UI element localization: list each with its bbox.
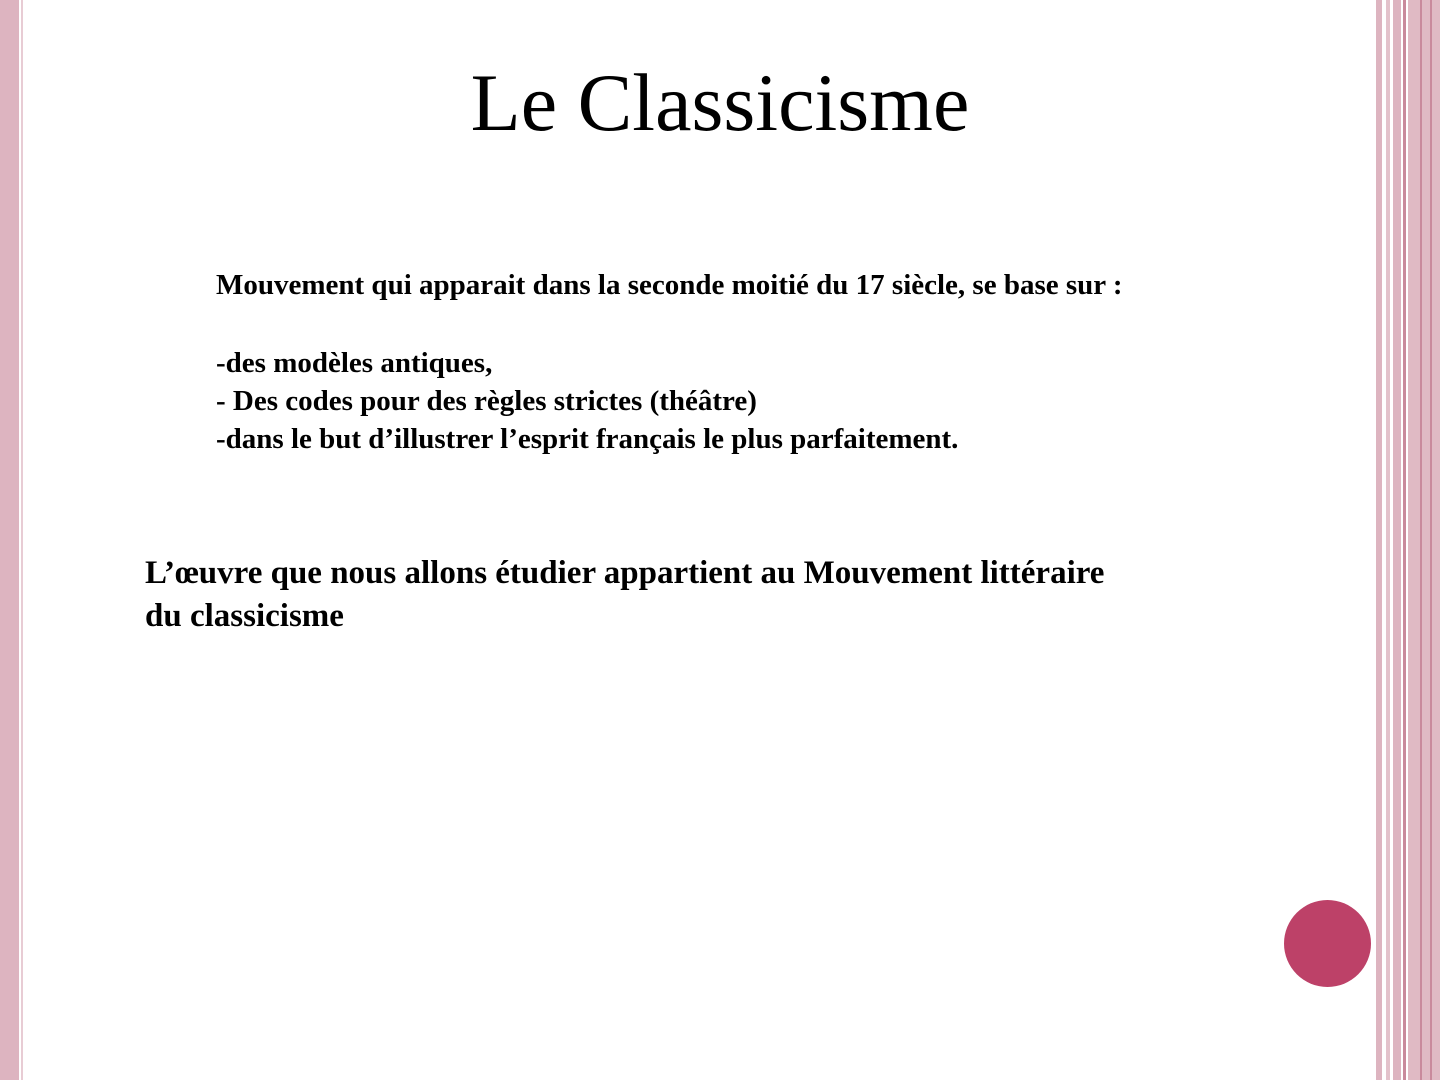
right-border-stripe	[1376, 0, 1382, 1080]
right-border-stripe	[1430, 0, 1432, 1080]
left-border-decoration	[0, 0, 19, 1080]
left-border-line	[21, 0, 23, 1080]
conclusion-text	[145, 552, 1245, 638]
intro-text: Mouvement qui apparait dans la seconde moitié du 17 siècle, se base sur :	[216, 269, 1123, 301]
list-item: -des modèles antiques,	[216, 347, 493, 379]
conclusion-line-1: L’œuvre que nous allons étudier appartient au Mouvement littéraire	[145, 555, 1105, 591]
list-item: -dans le but d’illustrer l’esprit français le plus parfaitement.	[216, 423, 959, 455]
right-border-stripe	[1420, 0, 1422, 1080]
points-list	[216, 344, 1336, 458]
conclusion-line-2: du classicisme	[145, 598, 344, 634]
right-border-stripe	[1386, 0, 1390, 1080]
right-border-stripe	[1403, 0, 1406, 1080]
right-border-stripe	[1408, 0, 1440, 1080]
list-item: - Des codes pour des règles strictes (théâtre)	[216, 385, 757, 417]
right-border-stripe	[1393, 0, 1401, 1080]
decorative-circle-icon	[1284, 900, 1371, 987]
slide-title: Le Classicisme	[470, 57, 970, 148]
